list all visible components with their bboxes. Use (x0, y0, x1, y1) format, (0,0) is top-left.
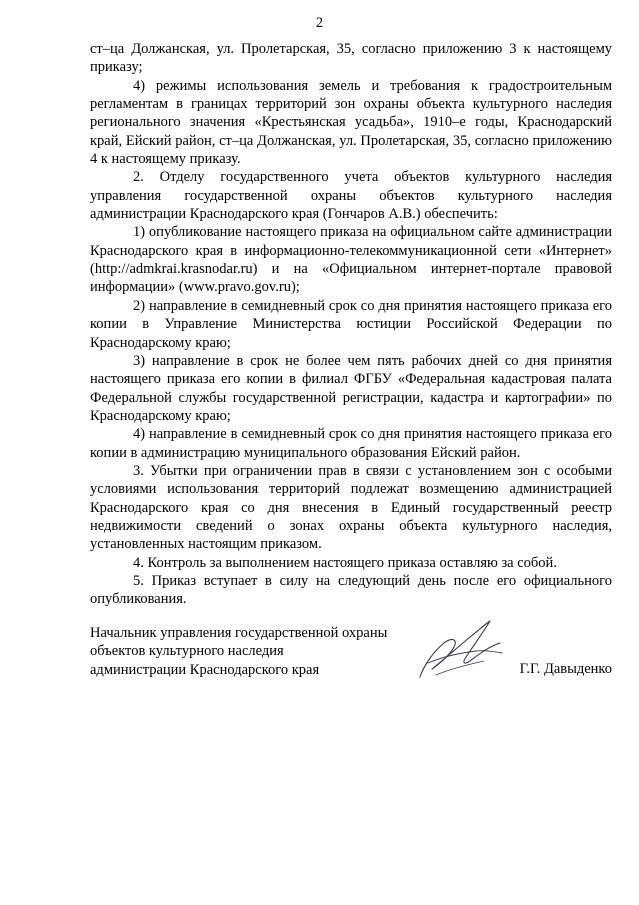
paragraph-item-4-land-use: 4) режимы использования земель и требования к градостроительным регламентам в границах территорий зон охраны объекта культурного наследия регионального значения «Крестьянская усадьба», 1910–е годы, Краснодарский край, Ейский район, ст–ца Должанская, ул. Пролетарская, 35, согласно приложению 4 к настоящему приказу. (90, 77, 612, 168)
paragraph-clause-3-losses: 3. Убытки при ограничении прав в связи с установлением зон с особыми условиями использования территорий подлежат возмещению администрацией Краснодарского края со дня внесения в Единый государственный реестр недвижимости сведений о зонах охраны объекта культурного наследия, установленных настоящим приказом. (90, 462, 612, 553)
page-number: 2 (315, 15, 324, 31)
paragraph-item-1-publication: 1) опубликование настоящего приказа на официальном сайте администрации Краснодарского края в информационно-телекоммуникационной сети «Интернет» (http://admkrai.krasnodar.ru) и на «Официальном интернет-портале правовой информации» (www.pravo.gov.ru); (90, 224, 612, 296)
paragraph-clause-2-department: 2. Отделу государственного учета объектов культурного наследия управления государственной охраны объектов культурного наследия администрации Краснодарского края (Гончаров А.В.) обеспечить: (90, 169, 612, 223)
signatory-position-line: администрации Краснодарского края (90, 661, 320, 678)
paragraph-item-2-justice-ministry: 2) направление в семидневный срок со дня принятия настоящего приказа его копии в Управление Министерства юстиции Российской Федерации по Краснодарскому краю; (90, 297, 612, 351)
paragraph-item-4-municipality: 4) направление в семидневный срок со дня принятия настоящего приказа его копии в администрацию муниципального образования Ейский район. (90, 426, 612, 461)
paragraph-address-continuation: ст–ца Должанская, ул. Пролетарская, 35, согласно приложению 3 к настоящему приказу; (90, 41, 612, 76)
handwritten-signature (414, 617, 506, 681)
signatory-name: Г.Г. Давыденко (519, 661, 612, 677)
document-body (90, 40, 612, 609)
signature-block (90, 624, 612, 684)
signatory-position-line: объектов культурного наследия (90, 643, 284, 660)
paragraph-clause-4-control: 4. Контроль за выполнением настоящего приказа оставляю за собой. (133, 554, 557, 571)
signatory-position-line: Начальник управления государственной охраны (90, 625, 388, 641)
paragraph-clause-5-effect: 5. Приказ вступает в силу на следующий день после его официального опубликования. (90, 572, 612, 608)
signatory-position (90, 624, 387, 679)
paragraph-item-3-cadastral: 3) направление в срок не более чем пять рабочих дней со дня принятия настоящего приказа его копии в филиал ФГБУ «Федеральная кадастровая палата Федеральной службы государственной регистрации, кадастра и картографии» по Краснодарскому краю; (90, 352, 612, 424)
